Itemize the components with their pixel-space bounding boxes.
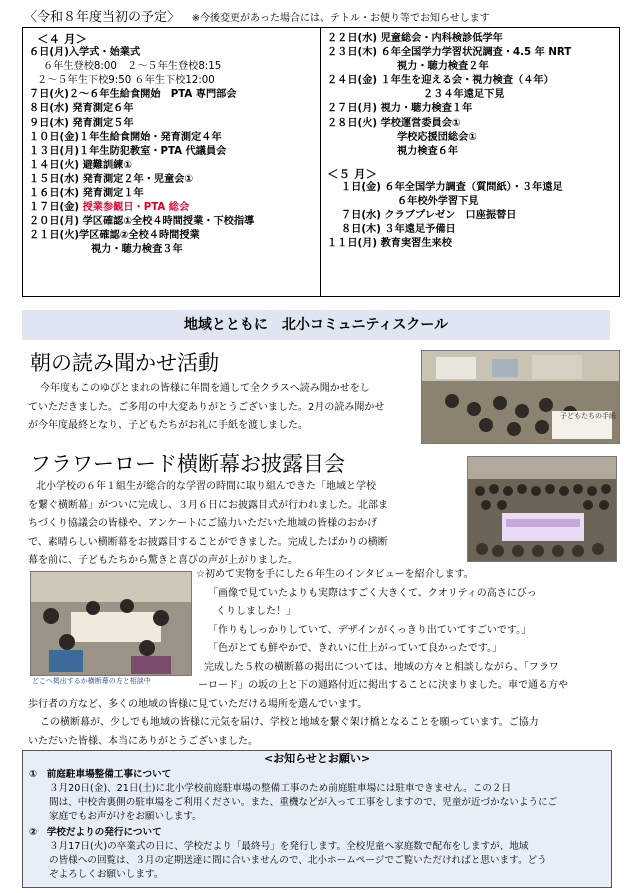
banner-line: で、素晴らしい横断幕をお披露目することができました。完成したばかりの横断 (28, 536, 388, 548)
schedule-entry: 視力・聴力検査２年 (397, 61, 489, 73)
notice-item-text: ３月20日(金)、21日(土)に北小学校前庭駐車場の整備工事のため前庭駐車場には駐車できません。この２日 (49, 783, 512, 794)
schedule-entry: ２７日(月) 視力・聴力検査１年 (327, 103, 473, 115)
reading-photo (421, 350, 620, 444)
schedule-entry: ２３４年遠足下見 (423, 89, 505, 101)
month-heading-may: ＜５ 月＞ (327, 166, 378, 181)
schedule-entry: １０日(金)１年生給食開始・発育測定４年 (29, 131, 222, 143)
schedule-entry-highlight (29, 201, 325, 215)
banner-line: ちづくり協議会の皆様や、アンケートにご協力いただいた地域の皆様のおかげ (28, 518, 378, 530)
banner-line: ーロード」の坂の上と下の通路付近に掲出することに決まりました。車で通る方や (198, 680, 568, 691)
schedule-note: ※今後変更があった場合には、テトル・お便り等でお知らせします (191, 13, 490, 24)
schedule-title: 〈令和８年度当初の予定〉 (24, 10, 181, 25)
notice-title: <お知らせとお願い> (263, 752, 371, 765)
notice-item-text: 間は、中校舎裏側の駐車場をご利用ください。また、重機などが入って工事をしますので、児童が近づかないようにご (49, 797, 558, 808)
schedule-entry: ７日(水) クラブプレゼン 口座振替日 (341, 210, 517, 222)
banner-closing (28, 677, 622, 751)
interview-quote: 「画像で見ていたよりも実際はすごく大きくて、クオリティの高さにびっ (208, 587, 537, 599)
schedule-entry: ６年生登校8:00 ２～５年生登校8:15 (43, 61, 222, 73)
schedule-header (24, 6, 634, 25)
schedule-entry: ２１日(火)学区確認②全校４時間授業 (29, 230, 200, 242)
banner-heading: フラワーロード横断幕お披露目会 (30, 452, 345, 476)
group-photo (467, 456, 617, 562)
banner-line: 歩行者の方など、多くの地域の皆様に見ていただける場所を選んでいます。 (28, 698, 368, 710)
schedule-entry: ７日(火)２～６年生給食開始 PTA 専門部会 (29, 89, 237, 101)
schedule-entry: １４日(火) 避難訓練① (29, 159, 132, 171)
schedule-left-column (29, 32, 325, 258)
reading-line: が今年度最終となり、子どもたちがお礼に手紙を渡しました。 (28, 420, 308, 432)
reading-body (28, 380, 414, 436)
schedule-entry: ２４日(金) １年生を迎える会・視力検査（４年） (327, 75, 554, 87)
banner-line: 北小学校の６年１組生が総合的な学習の時間に取り組んできた「地域と学校 (36, 481, 376, 492)
notice-item-2 (29, 826, 607, 882)
notice-box (22, 750, 612, 888)
schedule-entry: １３日(月)１年生防犯教室・PTA 代議員会 (29, 145, 227, 157)
schedule-entry: ２０日(月) 学区確認①全校４時間授業・下校指導 (29, 216, 255, 228)
schedule-entry: １５日(水) 発育測定２年・児童会① (29, 173, 194, 185)
reading-heading: 朝の読み聞かせ活動 (30, 351, 219, 375)
notice-item-text: ３月17日(火)の卒業式の日に、学校だより「最終号」を発行します。全校児童へ家庭数で配布をしますが、地域 (49, 841, 529, 852)
banner-line: この横断幕が、少しでも地域の皆様に元気を届け、学校と地域を繋ぐ架け橋となることを願っています。ご協力 (40, 717, 539, 729)
schedule-entry: １日(金) ６年全国学力調査（質問紙）・３年遠足 (341, 181, 563, 193)
schedule-entry: １６日(木) 発育測定１年 (29, 188, 144, 200)
banner-line: を繋ぐ横断幕」がついに完成し、３月６日にお披露目式が行われました。北部ま (28, 499, 388, 511)
interview-text (196, 566, 622, 678)
schedule-entry: 視力検査６年 (397, 145, 459, 157)
schedule-date: １７日(金) (29, 202, 83, 214)
banner-line: いただいた皆様、本当にありがとうございました。 (28, 735, 258, 747)
reading-line: 今年度もこのゆびとまれの皆様に年間を通して全クラスへ読み聞かせをし (40, 383, 370, 394)
schedule-entry: ２２日(水) 児童総会・内科検診低学年 (327, 33, 503, 44)
interview-quote: 「色がとても鮮やかで、きれいに仕上がっていて良かったです。」 (208, 643, 502, 655)
reading-photo-caption: 子どもたちの手紙 (560, 412, 616, 420)
schedule-box (22, 27, 620, 297)
interview-quote: 「作りもしっかりしていて、デザインがくっきり出ていてすごいです。」 (208, 624, 532, 636)
schedule-right-column (327, 32, 617, 251)
schedule-entry: ６日(月)入学式・始業式 (29, 47, 141, 59)
schedule-entry: ８日(木) ３年遠足予備日 (341, 224, 456, 236)
notice-item-text: の皆様への回覧は、３月の定期送達に間に合いませんので、北小ホームページでご覧いただければと思います。どう (49, 855, 547, 866)
notice-item-1 (29, 768, 607, 824)
schedule-entry: ２～５年生下校9:50 ６年生下校12:00 (37, 75, 215, 87)
notice-item-heading: ② 学校だよりの発行について (29, 827, 162, 838)
schedule-entry: 学校応援団総会① (397, 131, 477, 143)
notice-item-text: 家庭でもお声がけをお願いします。 (49, 811, 202, 822)
interview-line: 完成した５枚の横断幕の掲出については、地域の方々と相談しながら、「フラワ (204, 661, 559, 673)
community-school-banner: 地域とともに 北小コミュニティスクール (22, 310, 610, 340)
interview-intro: ☆初めて実物を手にした６年生のインタビューを紹介します。 (196, 569, 474, 580)
schedule-entry: ８日(水) 発育測定６年 (29, 103, 134, 115)
banner-body (28, 478, 460, 571)
reading-line: ていただきました。ご多用の中大変ありがとうございました。2月の読み聞かせ (28, 401, 385, 413)
schedule-entry: 視力・聴力検査３年 (91, 244, 183, 256)
schedule-entry: ９日(木) 発育測定５年 (29, 117, 134, 129)
interview-photo-caption: どこへ掲出するか横断幕の方と相談中 (32, 677, 151, 685)
month-heading-april: ＜４ 月＞ (37, 32, 88, 46)
banner-line: 幕を前に、子どもたちから驚きと喜びの声が上がりました。 (28, 555, 298, 567)
schedule-entry: ２８日(火) 学校運営委員会① (327, 117, 461, 129)
highlighted-event: 授業参観日・PTA 総会 (82, 202, 190, 214)
interview-photo (30, 571, 192, 676)
schedule-entry: ６年校外学習下見 (397, 196, 479, 208)
schedule-entry: ２３日(木) ６年全国学力学習状況調査・4.5 年 NRT (327, 47, 572, 59)
notice-item-heading: ① 前庭駐車場整備工事について (29, 769, 172, 780)
interview-quote: くりしました！」 (216, 606, 296, 618)
schedule-entry: １１日(月) 教育実習生来校 (327, 238, 452, 250)
notice-item-text: ぞよろしくお願いします。 (49, 869, 164, 880)
